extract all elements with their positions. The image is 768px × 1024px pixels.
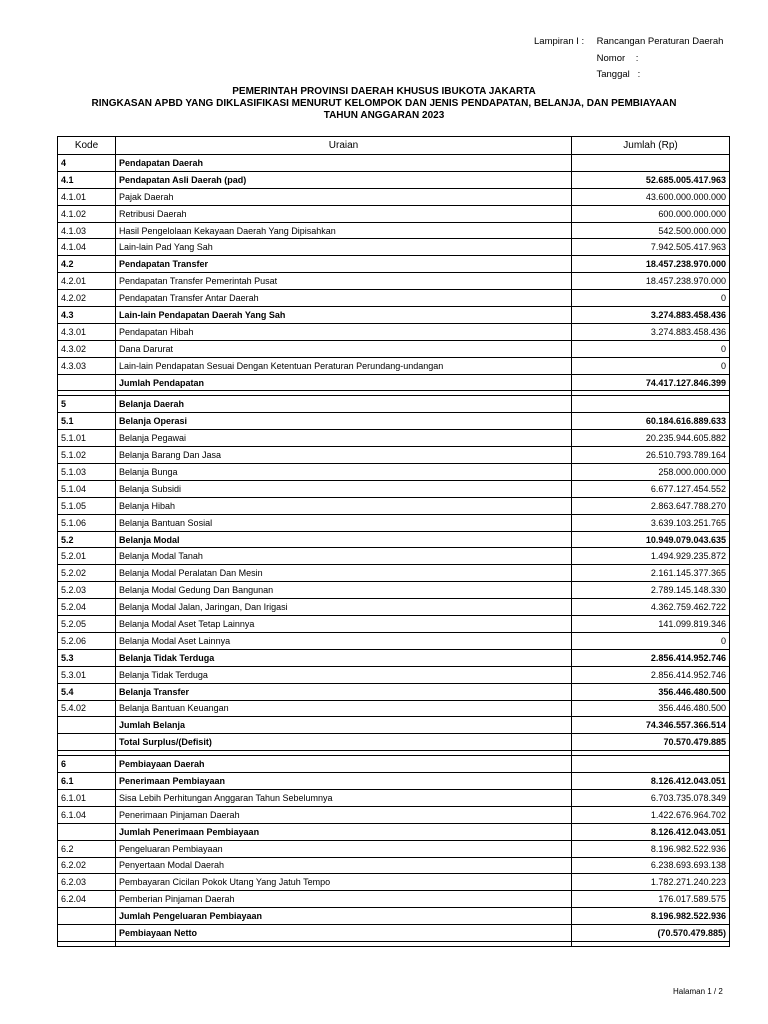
cell-uraian: Pajak Daerah [116,188,572,205]
lampiran-value: Rancangan Peraturan Daerah [596,36,724,47]
cell-uraian: Sisa Lebih Perhitungan Anggaran Tahun Sebelumnya [116,789,572,806]
table-row [58,734,730,751]
nomor-label: Nomor [596,52,626,64]
cell-kode: 4.1 [58,171,116,188]
cell-jumlah: 3.274.883.458.436 [572,323,730,340]
cell-uraian: Jumlah Belanja [116,717,572,734]
cell-jumlah: 18.457.238.970.000 [572,273,730,290]
cell-uraian: Jumlah Pengeluaran Pembiayaan [116,908,572,925]
cell-uraian: Belanja Subsidi [116,480,572,497]
table-row [58,357,730,374]
table-row [58,497,730,514]
lampiran-row [534,34,723,51]
table-row [58,874,730,891]
cell-uraian: Pembiayaan Daerah [116,756,572,773]
cell-kode: 4.2.01 [58,273,116,290]
cell-kode: 6 [58,756,116,773]
cell-kode: 5.4.02 [58,700,116,717]
cell-uraian: Dana Darurat [116,340,572,357]
cell-kode: 6.1 [58,773,116,790]
cell-jumlah: 26.510.793.789.164 [572,447,730,464]
cell-jumlah: 600.000.000.000 [572,205,730,222]
table-row [58,666,730,683]
cell-uraian: Belanja Bunga [116,464,572,481]
cell-uraian: Pendapatan Hibah [116,323,572,340]
cell-jumlah: 52.685.005.417.963 [572,171,730,188]
cell-jumlah: 1.494.929.235.872 [572,548,730,565]
table-row [58,256,730,273]
cell-uraian: Pendapatan Asli Daerah (pad) [116,171,572,188]
cell-kode: 5.2.06 [58,632,116,649]
cell-uraian: Pemberian Pinjaman Daerah [116,891,572,908]
table-row [58,908,730,925]
cell-uraian: Belanja Daerah [116,396,572,413]
document-meta [534,34,723,84]
cell-uraian: Lain-lain Pendapatan Daerah Yang Sah [116,307,572,324]
spacer-cell [116,941,572,946]
title-line-3: TAHUN ANGGARAN 2023 [323,110,445,121]
table-body [58,155,730,947]
cell-jumlah: 2.161.145.377.365 [572,565,730,582]
cell-uraian: Hasil Pengelolaan Kekayaan Daerah Yang Dipisahkan [116,222,572,239]
cell-kode: 6.2.03 [58,874,116,891]
cell-uraian: Pengeluaran Pembiayaan [116,840,572,857]
table-row [58,239,730,256]
document-titles [0,86,768,122]
table-row [58,925,730,942]
cell-jumlah: 74.417.127.846.399 [572,374,730,391]
table-row [58,683,730,700]
cell-jumlah: 356.446.480.500 [572,683,730,700]
cell-kode: 5.2.04 [58,599,116,616]
cell-uraian: Belanja Modal Jalan, Jaringan, Dan Irigasi [116,599,572,616]
cell-jumlah [572,155,730,172]
cell-kode: 6.2.04 [58,891,116,908]
cell-jumlah: 70.570.479.885 [572,734,730,751]
cell-jumlah: 1.422.676.964.702 [572,806,730,823]
cell-jumlah: 2.856.414.952.746 [572,649,730,666]
cell-uraian: Belanja Hibah [116,497,572,514]
cell-uraian: Total Surplus/(Defisit) [116,734,572,751]
cell-jumlah: 4.362.759.462.722 [572,599,730,616]
cell-jumlah: 176.017.589.575 [572,891,730,908]
table-row [58,632,730,649]
table-row [58,756,730,773]
cell-uraian: Pendapatan Daerah [116,155,572,172]
table-row [58,565,730,582]
cell-kode [58,717,116,734]
cell-kode: 4.1.03 [58,222,116,239]
table-row [58,374,730,391]
cell-jumlah [572,756,730,773]
cell-jumlah: 7.942.505.417.963 [572,239,730,256]
cell-uraian: Pembiayaan Netto [116,925,572,942]
cell-jumlah: 2.789.145.148.330 [572,582,730,599]
column-header-kode: Kode [58,137,116,155]
cell-uraian: Belanja Bantuan Sosial [116,514,572,531]
table-row [58,823,730,840]
lampiran-label: Lampiran I : [534,36,585,47]
table-row [58,857,730,874]
table-row [58,840,730,857]
cell-uraian: Belanja Modal [116,531,572,548]
cell-uraian: Jumlah Pendapatan [116,374,572,391]
cell-jumlah: (70.570.479.885) [572,925,730,942]
nomor-row [534,51,723,68]
cell-jumlah: 2.856.414.952.746 [572,666,730,683]
table-row [58,307,730,324]
cell-jumlah: 60.184.616.889.633 [572,413,730,430]
cell-uraian: Lain-lain Pad Yang Sah [116,239,572,256]
table-row [58,396,730,413]
cell-jumlah [572,396,730,413]
cell-kode: 5.1 [58,413,116,430]
cell-jumlah: 2.863.647.788.270 [572,497,730,514]
cell-uraian: Belanja Pegawai [116,430,572,447]
nomor-sep: : [635,52,639,64]
table-row [58,430,730,447]
table-row [58,413,730,430]
cell-kode: 4.1.04 [58,239,116,256]
cell-uraian: Pendapatan Transfer [116,256,572,273]
cell-jumlah: 3.639.103.251.765 [572,514,730,531]
cell-kode: 5.1.03 [58,464,116,481]
cell-jumlah: 8.196.982.522.936 [572,840,730,857]
cell-uraian: Belanja Modal Tanah [116,548,572,565]
table-row [58,480,730,497]
column-header-jumlah: Jumlah (Rp) [572,137,730,155]
cell-kode: 4.1.01 [58,188,116,205]
cell-jumlah: 258.000.000.000 [572,464,730,481]
cell-kode [58,908,116,925]
cell-kode: 5.2.01 [58,548,116,565]
cell-kode: 5.1.04 [58,480,116,497]
cell-kode: 5.4 [58,683,116,700]
cell-uraian: Penerimaan Pinjaman Daerah [116,806,572,823]
cell-kode: 5.2.03 [58,582,116,599]
table-row [58,290,730,307]
cell-kode: 5.1.02 [58,447,116,464]
table-row [58,205,730,222]
cell-uraian: Penerimaan Pembiayaan [116,773,572,790]
cell-uraian: Belanja Tidak Terduga [116,649,572,666]
cell-jumlah: 542.500.000.000 [572,222,730,239]
table-row [58,789,730,806]
cell-jumlah: 18.457.238.970.000 [572,256,730,273]
cell-uraian: Lain-lain Pendapatan Sesuai Dengan Ketentuan Peraturan Perundang-undangan [116,357,572,374]
cell-jumlah: 0 [572,290,730,307]
cell-uraian: Penyertaan Modal Daerah [116,857,572,874]
cell-kode: 6.1.04 [58,806,116,823]
cell-jumlah: 1.782.271.240.223 [572,874,730,891]
table-row [58,599,730,616]
cell-uraian: Belanja Tidak Terduga [116,666,572,683]
cell-uraian: Belanja Modal Gedung Dan Bangunan [116,582,572,599]
cell-uraian: Belanja Transfer [116,683,572,700]
cell-jumlah: 0 [572,357,730,374]
cell-kode: 4.2 [58,256,116,273]
spacer-cell [58,941,116,946]
table-row [58,323,730,340]
cell-jumlah: 20.235.944.605.882 [572,430,730,447]
cell-uraian: Pendapatan Transfer Antar Daerah [116,290,572,307]
cell-uraian: Belanja Barang Dan Jasa [116,447,572,464]
apbd-summary-table [57,136,730,947]
cell-uraian: Pendapatan Transfer Pemerintah Pusat [116,273,572,290]
tanggal-label: Tanggal [596,69,630,80]
cell-kode: 4.2.02 [58,290,116,307]
cell-kode: 4.3 [58,307,116,324]
cell-kode: 5.3 [58,649,116,666]
cell-uraian: Belanja Modal Aset Tetap Lainnya [116,616,572,633]
cell-jumlah: 0 [572,340,730,357]
cell-jumlah: 43.600.000.000.000 [572,188,730,205]
cell-jumlah: 0 [572,632,730,649]
cell-kode: 6.1.01 [58,789,116,806]
table-header-row [58,137,730,155]
cell-kode: 5.1.06 [58,514,116,531]
cell-jumlah: 3.274.883.458.436 [572,307,730,324]
table-row [58,514,730,531]
cell-jumlah: 356.446.480.500 [572,700,730,717]
cell-kode: 5.2.02 [58,565,116,582]
table-row [58,464,730,481]
table-row [58,773,730,790]
cell-jumlah: 10.949.079.043.635 [572,531,730,548]
table-row [58,548,730,565]
cell-uraian: Belanja Bantuan Keuangan [116,700,572,717]
table-row [58,273,730,290]
cell-kode: 4.1.02 [58,205,116,222]
table-row [58,171,730,188]
table-row [58,891,730,908]
cell-jumlah: 74.346.557.366.514 [572,717,730,734]
cell-jumlah: 141.099.819.346 [572,616,730,633]
cell-kode [58,823,116,840]
cell-uraian: Belanja Modal Peralatan Dan Mesin [116,565,572,582]
cell-jumlah: 8.196.982.522.936 [572,908,730,925]
cell-jumlah: 8.126.412.043.051 [572,773,730,790]
cell-uraian: Pembayaran Cicilan Pokok Utang Yang Jatuh Tempo [116,874,572,891]
table-row [58,222,730,239]
table-row [58,806,730,823]
cell-kode [58,925,116,942]
cell-jumlah: 6.677.127.454.552 [572,480,730,497]
cell-kode: 6.2 [58,840,116,857]
tanggal-sep: : [637,69,641,80]
cell-jumlah: 8.126.412.043.051 [572,823,730,840]
cell-kode: 4.3.01 [58,323,116,340]
cell-kode: 6.2.02 [58,857,116,874]
cell-jumlah: 6.703.735.078.349 [572,789,730,806]
cell-kode: 5.2 [58,531,116,548]
cell-kode: 5.1.05 [58,497,116,514]
cell-kode: 5 [58,396,116,413]
cell-uraian: Retribusi Daerah [116,205,572,222]
table-row [58,717,730,734]
table-row [58,531,730,548]
table-row [58,340,730,357]
column-header-uraian: Uraian [116,137,572,155]
cell-kode [58,734,116,751]
table-row [58,188,730,205]
cell-kode: 4 [58,155,116,172]
cell-uraian: Jumlah Penerimaan Pembiayaan [116,823,572,840]
cell-kode: 5.3.01 [58,666,116,683]
cell-uraian: Belanja Modal Aset Lainnya [116,632,572,649]
title-line-1: PEMERINTAH PROVINSI DAERAH KHUSUS IBUKOTA JAKARTA [232,86,536,97]
cell-uraian: Belanja Operasi [116,413,572,430]
title-line-2: RINGKASAN APBD YANG DIKLASIFIKASI MENURUT KELOMPOK DAN JENIS PENDAPATAN, BELANJA, DAN PEMBIAYAAN [91,98,677,109]
table-row [58,700,730,717]
table-row [58,649,730,666]
spacer-cell [572,941,730,946]
cell-jumlah: 6.238.693.693.138 [572,857,730,874]
cell-kode [58,374,116,391]
page-number: Halaman 1 / 2 [673,987,723,996]
table-row [58,616,730,633]
table-row [58,155,730,172]
spacer-row [58,941,730,946]
tanggal-row [534,67,723,84]
cell-kode: 4.3.03 [58,357,116,374]
table-row [58,447,730,464]
cell-kode: 5.2.05 [58,616,116,633]
cell-kode: 4.3.02 [58,340,116,357]
cell-kode: 5.1.01 [58,430,116,447]
table-row [58,582,730,599]
